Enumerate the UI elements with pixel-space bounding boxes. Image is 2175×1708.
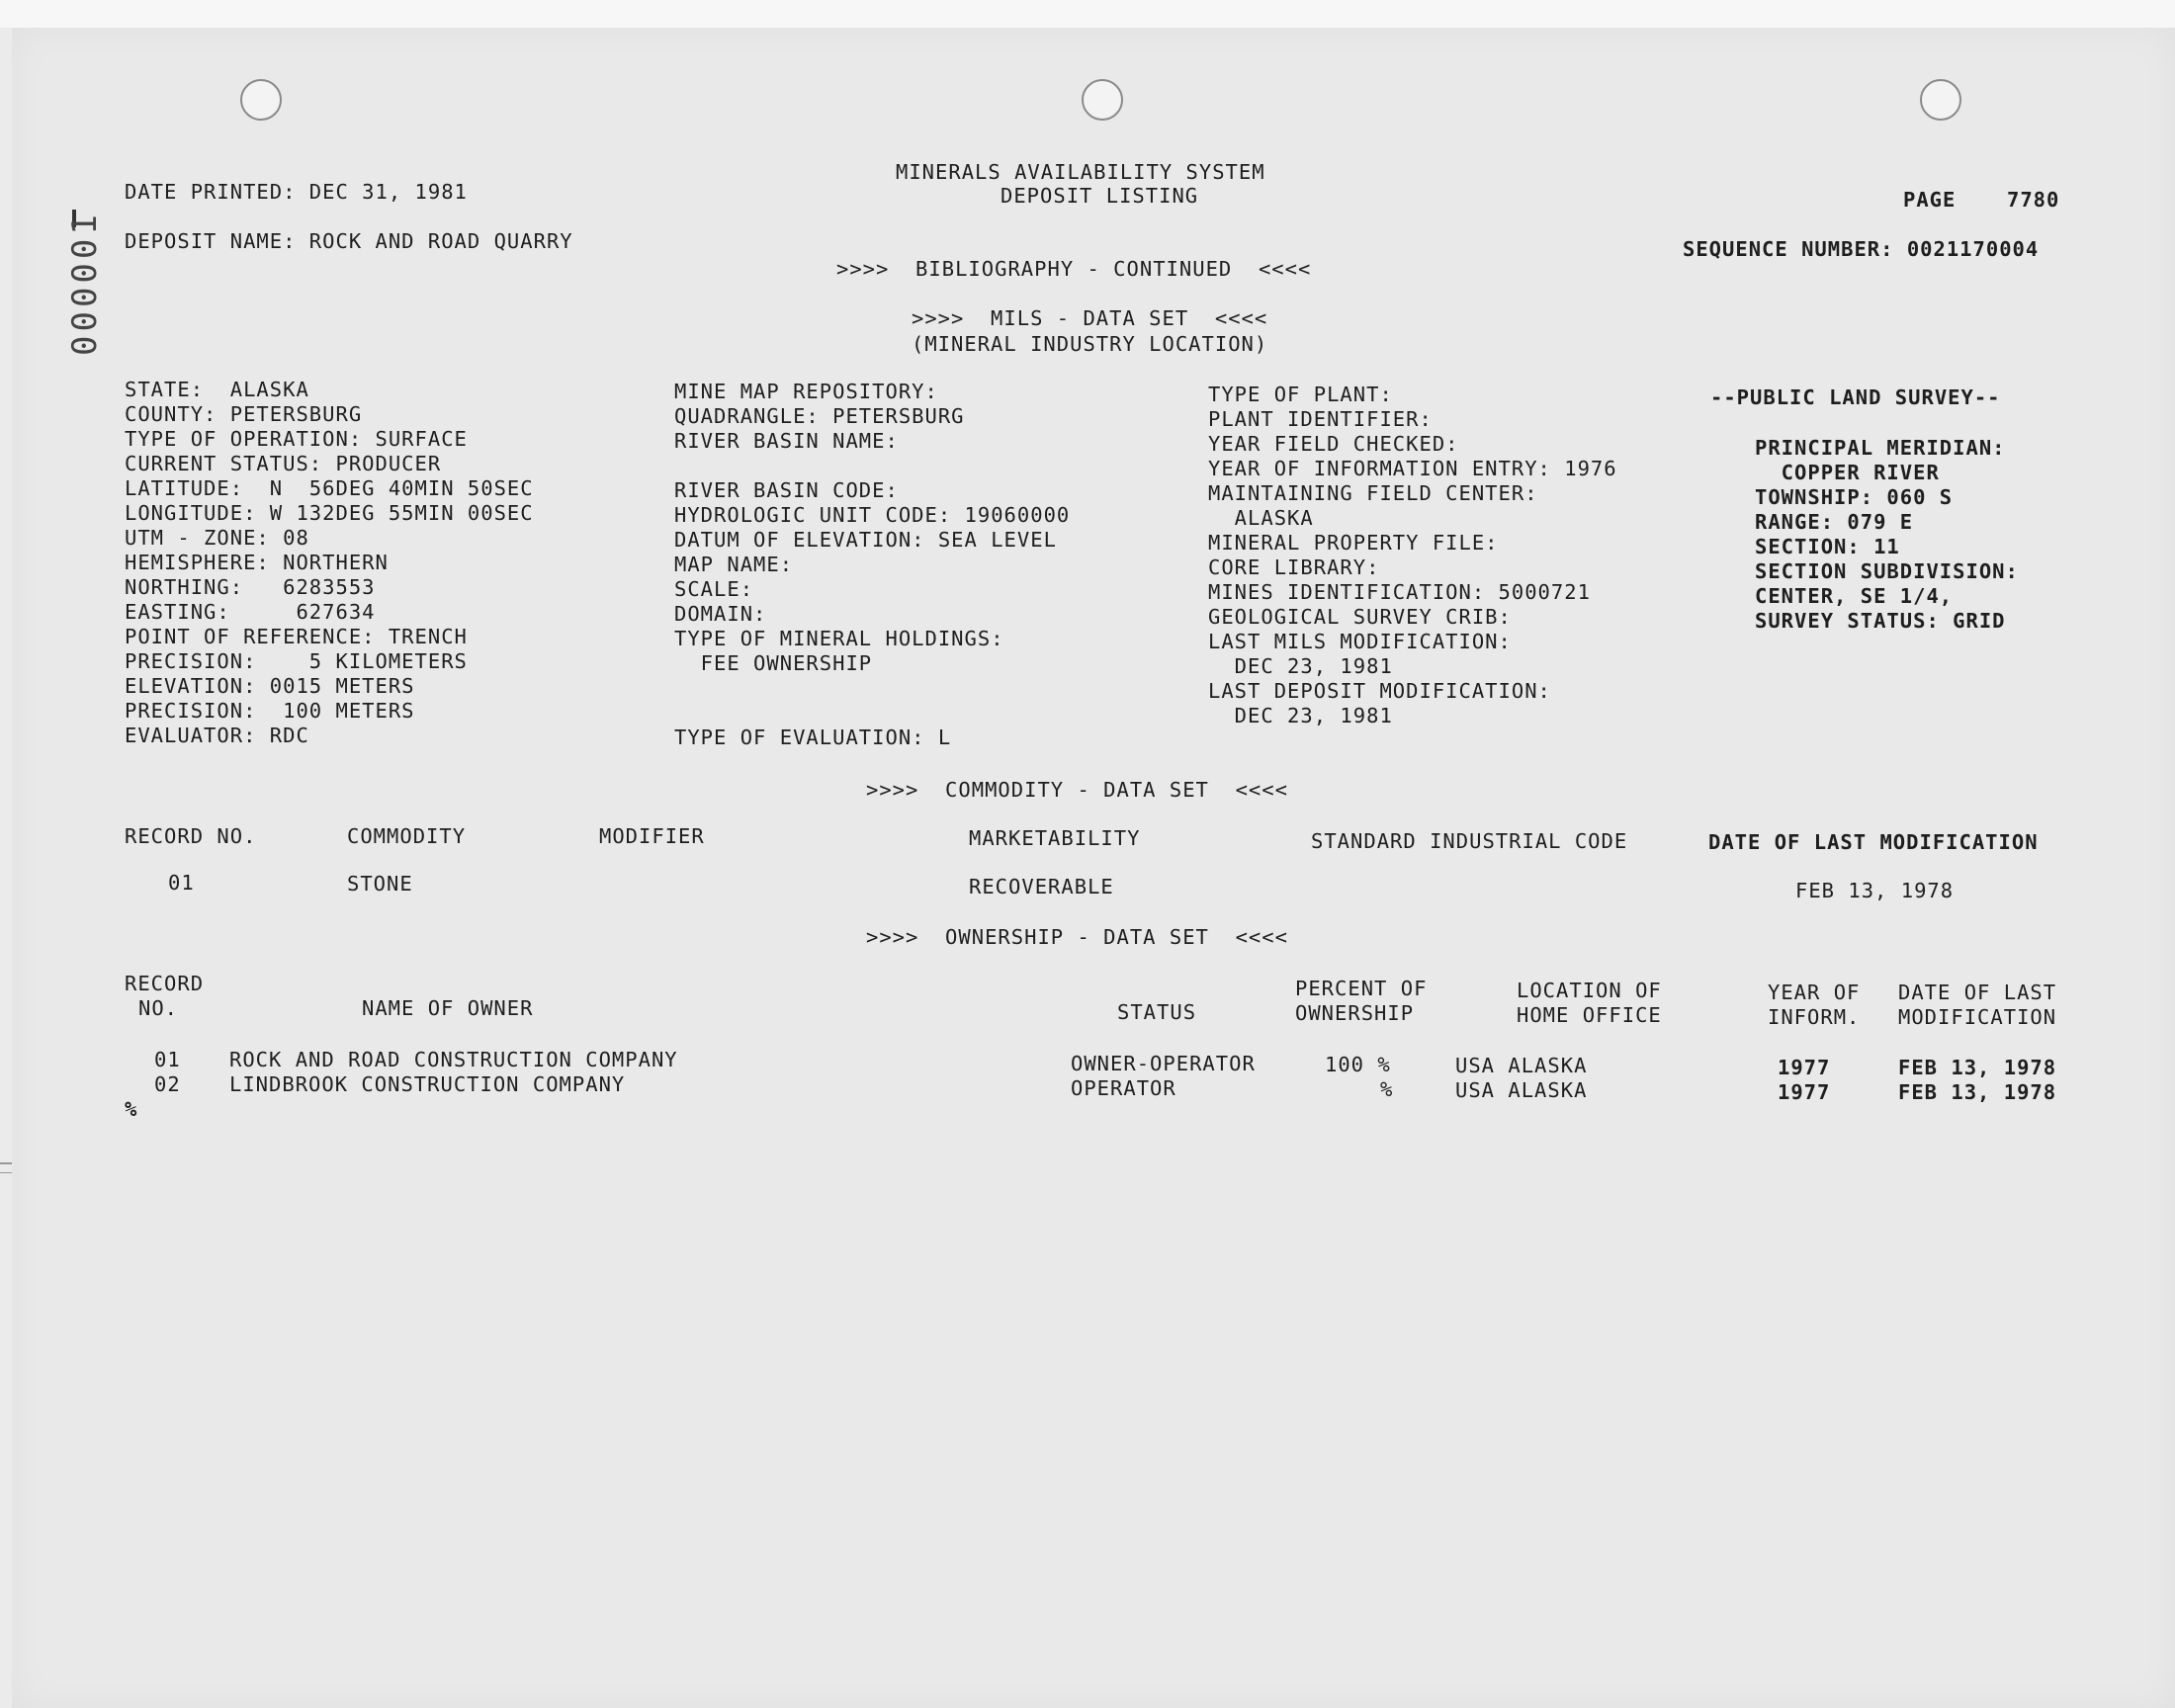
mils-field: STATE: ALASKA bbox=[125, 378, 309, 401]
end-of-listing-marker: % bbox=[125, 1097, 138, 1121]
cell-last-modified: FEB 13, 1978 bbox=[1898, 1080, 2057, 1104]
cell-owner-name: ROCK AND ROAD CONSTRUCTION COMPANY bbox=[229, 1048, 678, 1071]
binder-hole-right bbox=[1920, 79, 1961, 121]
mils-field: TOWNSHIP: 060 S bbox=[1755, 485, 1954, 509]
col-header-status: STATUS bbox=[1117, 1000, 1197, 1024]
mils-field: POINT OF REFERENCE: TRENCH bbox=[125, 625, 468, 648]
mils-field: MINES IDENTIFICATION: 5000721 bbox=[1208, 580, 1591, 604]
mils-field: CORE LIBRARY: bbox=[1208, 555, 1380, 579]
mils-field: LAST DEPOSIT MODIFICATION: bbox=[1208, 679, 1551, 703]
cell-year: 1977 bbox=[1778, 1080, 1831, 1104]
mils-field: SURVEY STATUS: GRID bbox=[1755, 609, 2006, 633]
cell-record: 01 bbox=[168, 871, 195, 895]
mils-field: RIVER BASIN NAME: bbox=[674, 429, 899, 453]
cell-record: 01 bbox=[154, 1048, 181, 1071]
mils-field: MINE MAP REPOSITORY: bbox=[674, 380, 938, 403]
cell-marketability: RECOVERABLE bbox=[969, 875, 1114, 898]
col-header-sic: STANDARD INDUSTRIAL CODE bbox=[1311, 829, 1628, 853]
col-header-owner-name: NAME OF OWNER bbox=[362, 996, 534, 1020]
cell-year: 1977 bbox=[1778, 1056, 1831, 1079]
cell-percent: 100 % bbox=[1325, 1053, 1391, 1076]
mils-field: SECTION SUBDIVISION: bbox=[1755, 559, 2019, 583]
mils-field: COPPER RIVER bbox=[1755, 461, 1940, 484]
scan-artifact bbox=[0, 1162, 12, 1164]
col-header-location: LOCATION OF bbox=[1517, 979, 1662, 1002]
mils-field: PLANT IDENTIFIER: bbox=[1208, 407, 1433, 431]
col-header-percent: PERCENT OF bbox=[1295, 977, 1428, 1000]
col-header-last-modified: DATE OF LAST MODIFICATION bbox=[1708, 830, 2039, 854]
col-header-marketability: MARKETABILITY bbox=[969, 826, 1141, 850]
page-number: 7780 bbox=[2007, 188, 2060, 212]
listing-title: DEPOSIT LISTING bbox=[1000, 184, 1199, 208]
mils-field: LATITUDE: N 56DEG 40MIN 50SEC bbox=[125, 476, 534, 500]
date-printed: DATE PRINTED: DEC 31, 1981 bbox=[125, 180, 468, 204]
mils-field: CENTER, SE 1/4, bbox=[1755, 584, 1954, 608]
page-label: PAGE bbox=[1903, 188, 1957, 212]
mils-field: HEMISPHERE: NORTHERN bbox=[125, 551, 389, 574]
col-header-record: RECORD bbox=[125, 972, 205, 995]
mils-field: QUADRANGLE: PETERSBURG bbox=[674, 404, 965, 428]
col-header-ownership: OWNERSHIP bbox=[1295, 1001, 1415, 1025]
mils-field: DEC 23, 1981 bbox=[1208, 654, 1393, 678]
col-header-home-office: HOME OFFICE bbox=[1517, 1003, 1662, 1027]
cell-commodity: STONE bbox=[347, 872, 413, 896]
mils-field: SECTION: 11 bbox=[1755, 535, 1900, 558]
mils-field: TYPE OF MINERAL HOLDINGS: bbox=[674, 627, 1004, 650]
col-header-commodity: COMMODITY bbox=[347, 824, 467, 848]
cell-status: OPERATOR bbox=[1071, 1076, 1176, 1100]
mils-field: PRECISION: 5 KILOMETERS bbox=[125, 649, 468, 673]
commodity-heading: >>>> COMMODITY - DATA SET <<<< bbox=[866, 778, 1288, 802]
mils-field: YEAR FIELD CHECKED: bbox=[1208, 432, 1459, 456]
mils-field: TYPE OF EVALUATION: L bbox=[674, 726, 952, 749]
mils-field: LONGITUDE: W 132DEG 55MIN 00SEC bbox=[125, 501, 534, 525]
mils-field: EASTING: 627634 bbox=[125, 600, 376, 624]
mils-field: PRINCIPAL MERIDIAN: bbox=[1755, 436, 2006, 460]
mils-field: NORTHING: 6283553 bbox=[125, 575, 376, 599]
col-header-record-no: NO. bbox=[138, 996, 179, 1020]
sequence-number: SEQUENCE NUMBER: 0021170004 bbox=[1683, 237, 2040, 261]
scan-artifact bbox=[0, 1172, 12, 1173]
mils-field: RANGE: 079 E bbox=[1755, 510, 1914, 534]
mils-field: PRECISION: 100 METERS bbox=[125, 699, 415, 723]
col-header-modifier: MODIFIER bbox=[599, 824, 705, 848]
cell-percent: % bbox=[1380, 1077, 1394, 1101]
mils-field: ELEVATION: 0015 METERS bbox=[125, 674, 415, 698]
mils-field: DOMAIN: bbox=[674, 602, 767, 626]
cell-last-modified: FEB 13, 1978 bbox=[1795, 879, 1955, 902]
mils-subheading: (MINERAL INDUSTRY LOCATION) bbox=[912, 332, 1268, 356]
mils-field: LAST MILS MODIFICATION: bbox=[1208, 630, 1512, 653]
mils-field: DEC 23, 1981 bbox=[1208, 704, 1393, 727]
mils-field: MINERAL PROPERTY FILE: bbox=[1208, 531, 1499, 555]
mils-field: SCALE: bbox=[674, 577, 754, 601]
cell-record: 02 bbox=[154, 1072, 181, 1096]
ownership-heading: >>>> OWNERSHIP - DATA SET <<<< bbox=[866, 925, 1288, 949]
col-header-inform: INFORM. bbox=[1768, 1005, 1861, 1029]
mils-field: UTM - ZONE: 08 bbox=[125, 526, 309, 550]
mils-field: CURRENT STATUS: PRODUCER bbox=[125, 452, 442, 475]
deposit-name: DEPOSIT NAME: ROCK AND ROAD QUARRY bbox=[125, 229, 573, 253]
mils-field: FEE OWNERSHIP bbox=[674, 651, 873, 675]
mils-field: GEOLOGICAL SURVEY CRIB: bbox=[1208, 605, 1512, 629]
mils-field: TYPE OF OPERATION: SURFACE bbox=[125, 427, 468, 451]
system-title: MINERALS AVAILABILITY SYSTEM bbox=[896, 160, 1265, 184]
mils-field: HYDROLOGIC UNIT CODE: 19060000 bbox=[674, 503, 1071, 527]
col-header-modification: MODIFICATION bbox=[1898, 1005, 2057, 1029]
bibliography-heading: >>>> BIBLIOGRAPHY - CONTINUED <<<< bbox=[836, 257, 1312, 281]
cell-location: USA ALASKA bbox=[1455, 1054, 1588, 1077]
binder-hole-left bbox=[240, 79, 282, 121]
scan-top-edge bbox=[0, 0, 2175, 28]
cell-owner-name: LINDBROOK CONSTRUCTION COMPANY bbox=[229, 1072, 626, 1096]
mils-field: EVALUATOR: RDC bbox=[125, 724, 309, 747]
col-header-record: RECORD NO. bbox=[125, 824, 257, 848]
side-document-stamp: 000001 bbox=[65, 211, 105, 357]
col-header-date-last: DATE OF LAST bbox=[1898, 981, 2057, 1004]
public-land-survey-heading: --PUBLIC LAND SURVEY-- bbox=[1710, 385, 2001, 409]
cell-status: OWNER-OPERATOR bbox=[1071, 1052, 1256, 1075]
mils-heading: >>>> MILS - DATA SET <<<< bbox=[912, 306, 1268, 330]
mils-field: DATUM OF ELEVATION: SEA LEVEL bbox=[674, 528, 1057, 552]
cell-last-modified: FEB 13, 1978 bbox=[1898, 1056, 2057, 1079]
mils-field: ALASKA bbox=[1208, 506, 1314, 530]
binder-hole-center bbox=[1082, 79, 1123, 121]
mils-field: COUNTY: PETERSBURG bbox=[125, 402, 363, 426]
mils-field: TYPE OF PLANT: bbox=[1208, 383, 1393, 406]
mils-field: MAP NAME: bbox=[674, 553, 794, 576]
col-header-year: YEAR OF bbox=[1768, 981, 1861, 1004]
mils-field: RIVER BASIN CODE: bbox=[674, 478, 899, 502]
mils-field: YEAR OF INFORMATION ENTRY: 1976 bbox=[1208, 457, 1617, 480]
cell-location: USA ALASKA bbox=[1455, 1078, 1588, 1102]
mils-field: MAINTAINING FIELD CENTER: bbox=[1208, 481, 1538, 505]
